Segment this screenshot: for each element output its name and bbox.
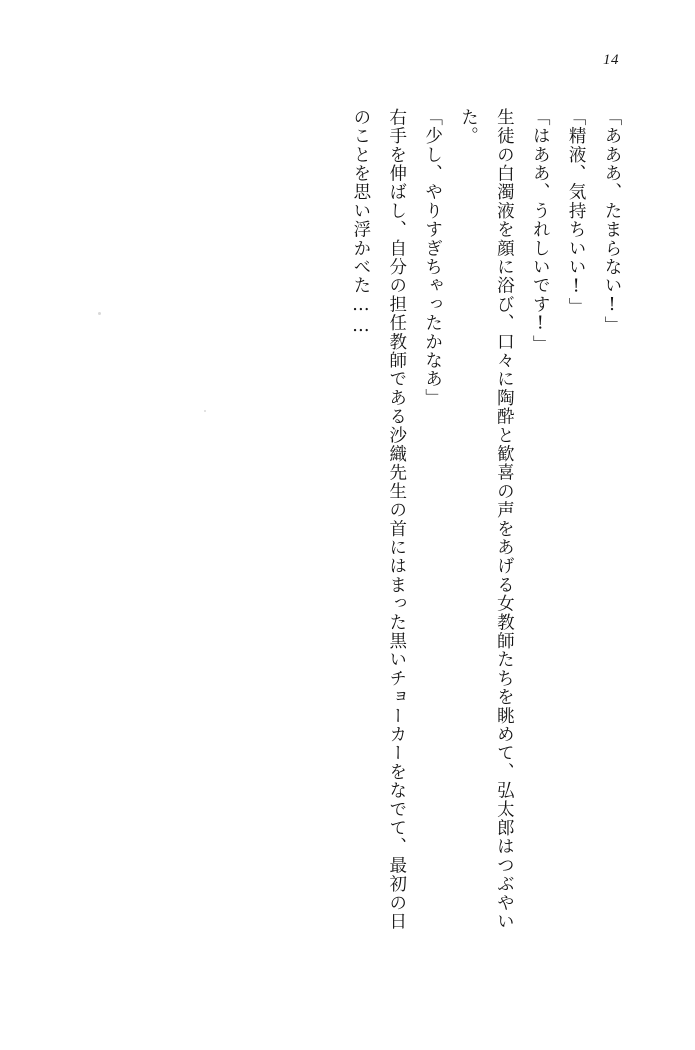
text-line: 生徒の白濁液を顔に浴び、口々に陶酔と歓喜の声をあげる女教師たちを眺めて、弘太郎はつぶやいた。 — [458, 108, 515, 931]
text-line: 「はああ、うれしいです!」 — [530, 108, 551, 354]
text-line: 「あああ、たまらない!」 — [602, 108, 622, 335]
scan-speck — [98, 312, 101, 315]
scan-speck — [204, 410, 206, 412]
page-body-text — [342, 108, 629, 948]
page-number: 14 — [603, 52, 619, 68]
text-line: 「少し、やりすぎちゃったかなあ」 — [422, 108, 443, 408]
text-line: 右手を伸ばし、自分の担任教師である沙織先生の首にはまった黒いチョーカーをなでて、最初の日のことを思い浮かべた…… — [350, 108, 407, 931]
text-line: 「精液、気持ちいい!」 — [566, 108, 587, 317]
